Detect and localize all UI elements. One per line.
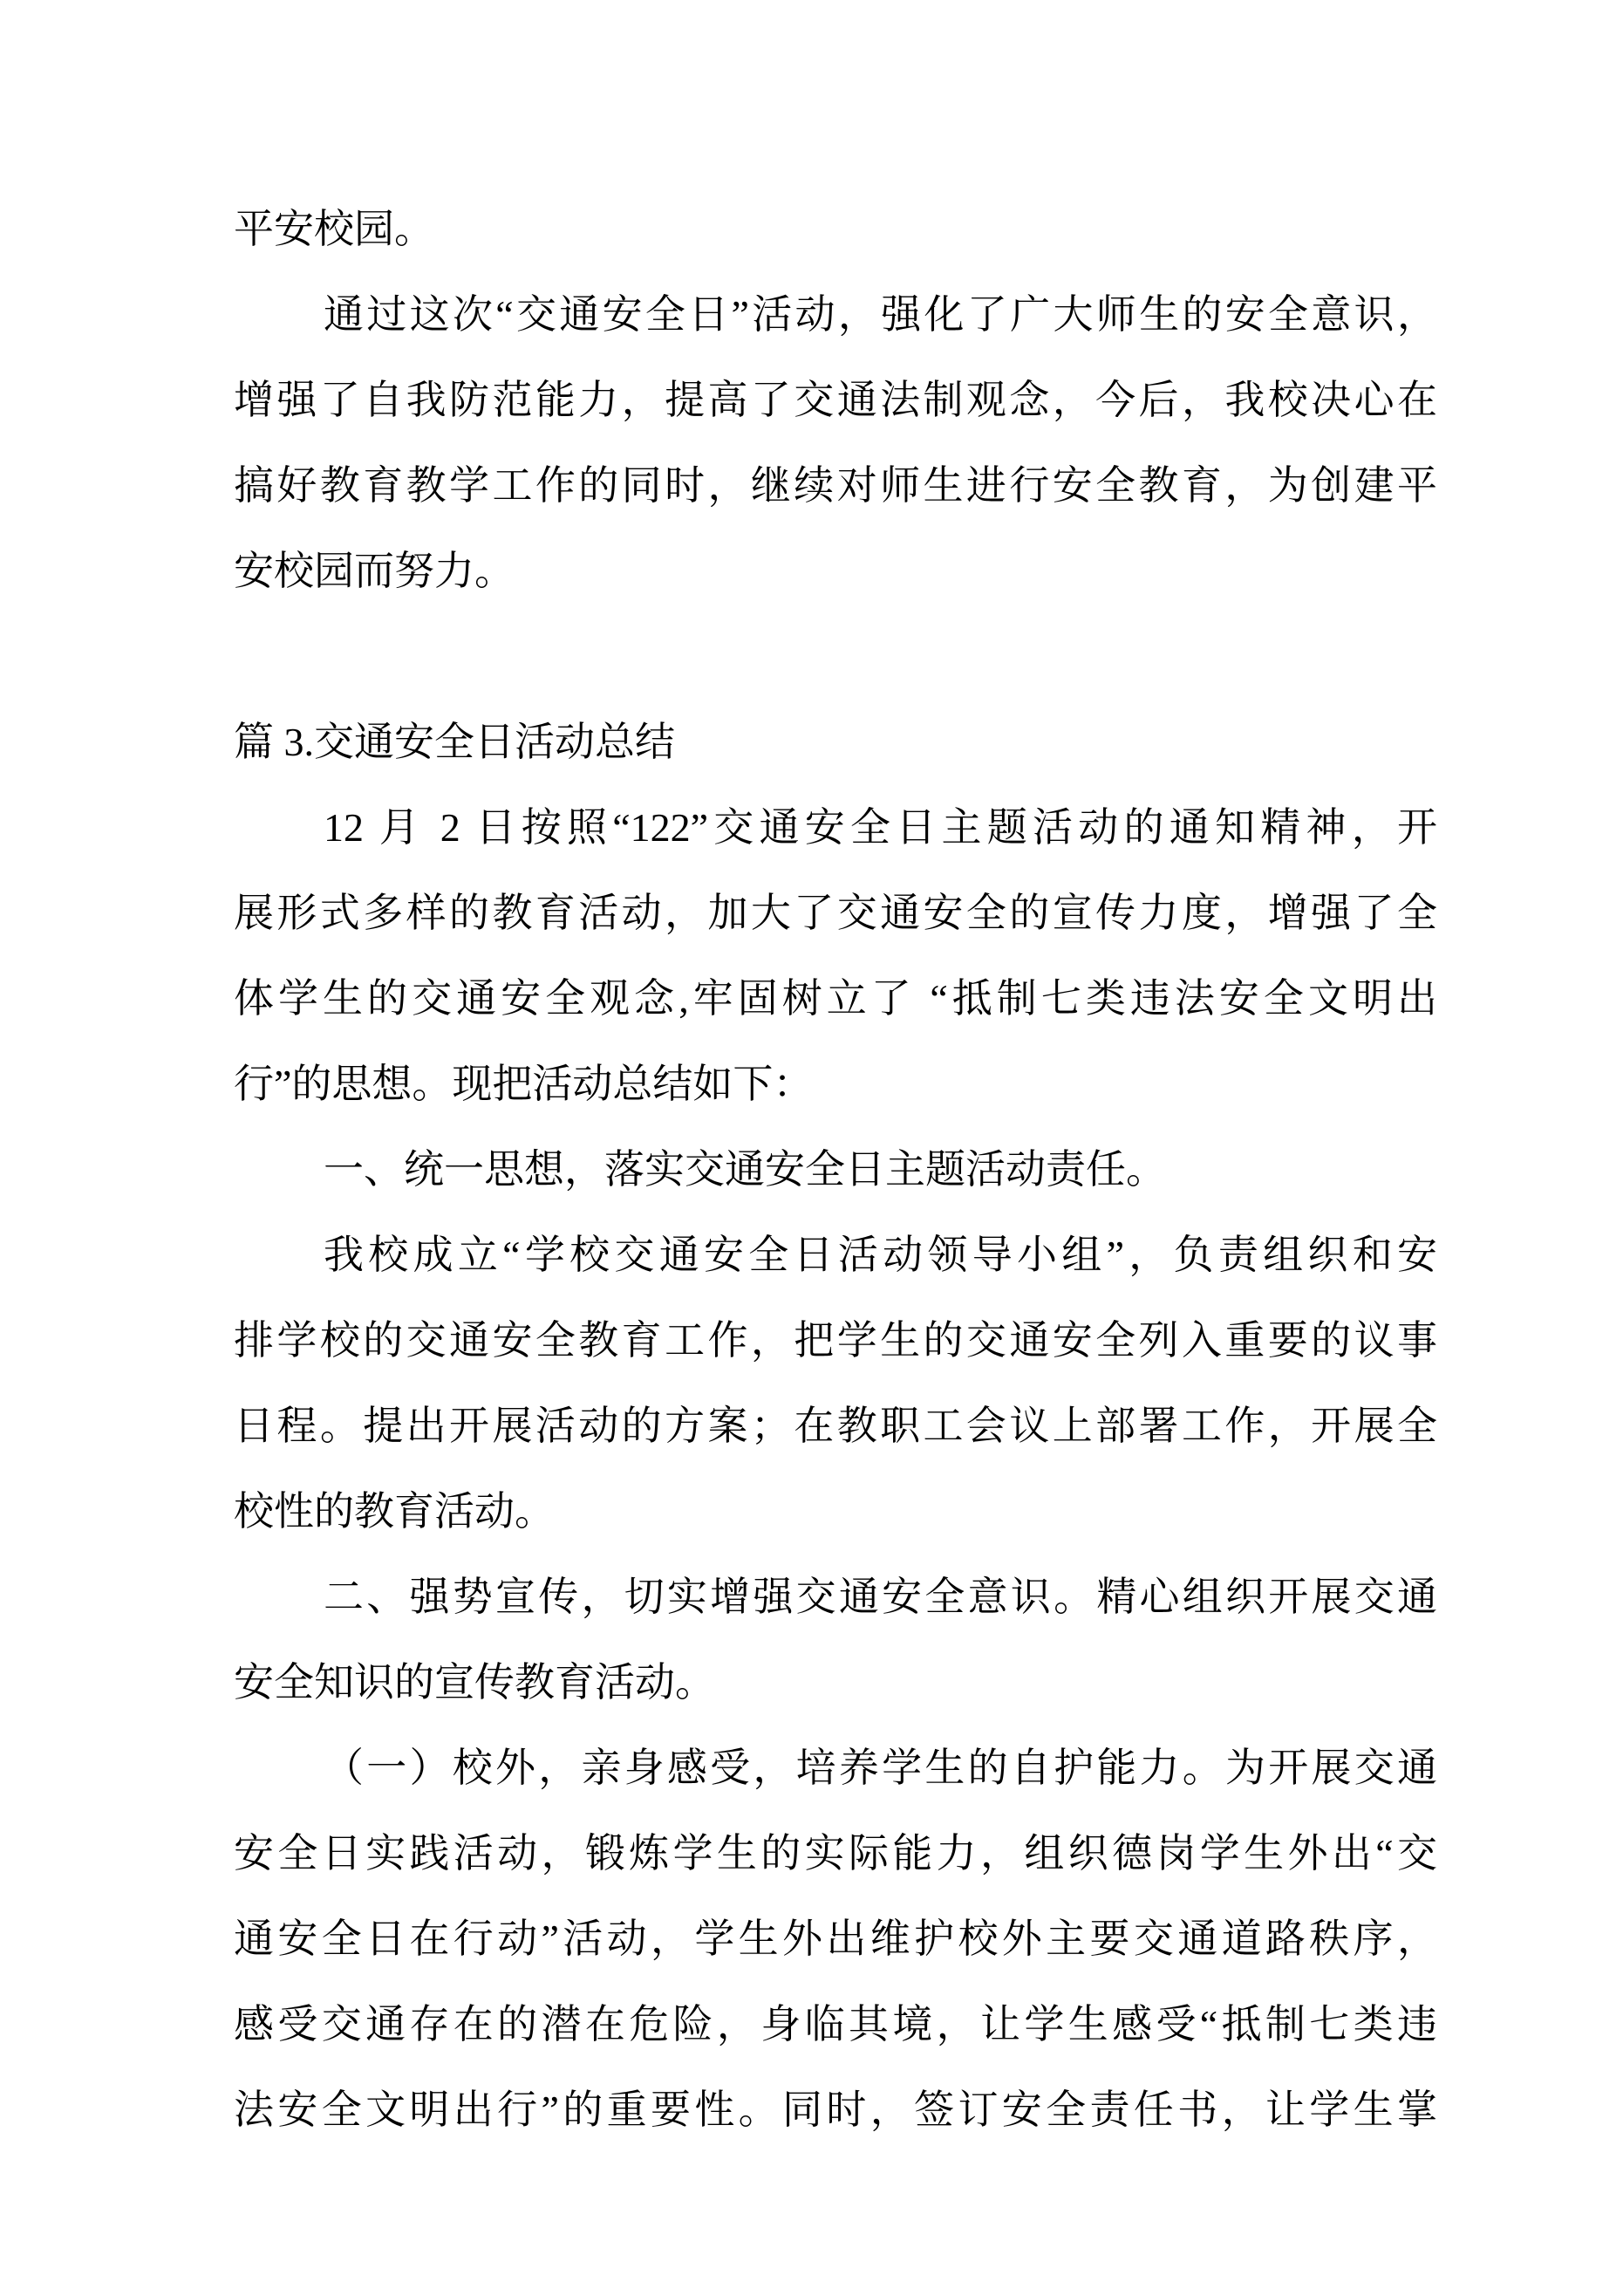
paragraph bbox=[234, 1725, 1437, 2153]
paragraph bbox=[234, 1127, 1437, 1213]
text-line: 行”的思想。现把活动总结如下： bbox=[234, 1062, 814, 1106]
text-line: 我校成立“学校交通安全日活动领导小组”，负责组织和安 bbox=[324, 1233, 1437, 1277]
document-body bbox=[234, 187, 1437, 2153]
paragraph bbox=[234, 187, 1437, 272]
text-line: 二、强势宣传，切实增强交通安全意识。精心组织开展交通 bbox=[324, 1575, 1437, 1619]
text-line: 篇 3.交通安全日活动总结 bbox=[234, 720, 675, 764]
text-line: 12 月 2 日按照“122”交通安全日主题活动的通知精神，开 bbox=[324, 805, 1437, 850]
text-line: 展形式多样的教育活动，加大了交通安全的宣传力度，增强了全 bbox=[234, 891, 1437, 935]
text-line: 感受交通存在的潜在危险，身临其境，让学生感受“抵制七类违 bbox=[234, 2002, 1437, 2047]
paragraph bbox=[234, 1213, 1437, 1555]
text-line: 安全日实践活动，锻炼学生的实际能力，组织德岗学生外出“交 bbox=[234, 1831, 1437, 1876]
text-line: 通安全日在行动”活动，学生外出维护校外主要交通道路秩序， bbox=[234, 1917, 1437, 1961]
text-line: 体学生的交通安全观念,牢固树立了 “抵制七类违法安全文明出 bbox=[234, 976, 1437, 1021]
paragraph bbox=[234, 272, 1437, 614]
text-line: 一、统一思想，落实交通安全日主题活动责任。 bbox=[324, 1147, 1166, 1192]
section-heading bbox=[234, 700, 1437, 785]
text-line: 法安全文明出行”的重要性。同时，签订安全责任书，让学生掌 bbox=[234, 2088, 1437, 2132]
text-line: 排学校的交通安全教育工作，把学生的交通安全列入重要的议事 bbox=[234, 1318, 1437, 1363]
text-line: 安全知识的宣传教育活动。 bbox=[234, 1660, 715, 1705]
paragraph bbox=[234, 1555, 1437, 1725]
text-line: 通过这次“交通安全日”活动，强化了广大师生的安全意识， bbox=[324, 292, 1437, 337]
blank-line bbox=[234, 614, 1437, 700]
text-line: 增强了自我防范能力，提高了交通法制观念，今后，我校决心在 bbox=[234, 378, 1437, 422]
text-line: 搞好教育教学工作的同时，继续对师生进行安全教育，为创建平 bbox=[234, 463, 1437, 508]
text-line: 安校园而努力。 bbox=[234, 549, 515, 593]
text-line: 日程。提出开展活动的方案；在教职工会议上部署工作，开展全 bbox=[234, 1404, 1437, 1448]
text-line: 平安校园。 bbox=[234, 207, 434, 251]
text-line: 校性的教育活动。 bbox=[234, 1489, 555, 1534]
text-line: （一）校外，亲身感受，培养学生的自护能力。为开展交通 bbox=[324, 1746, 1437, 1790]
paragraph bbox=[234, 785, 1437, 1127]
text-line bbox=[234, 614, 1437, 700]
